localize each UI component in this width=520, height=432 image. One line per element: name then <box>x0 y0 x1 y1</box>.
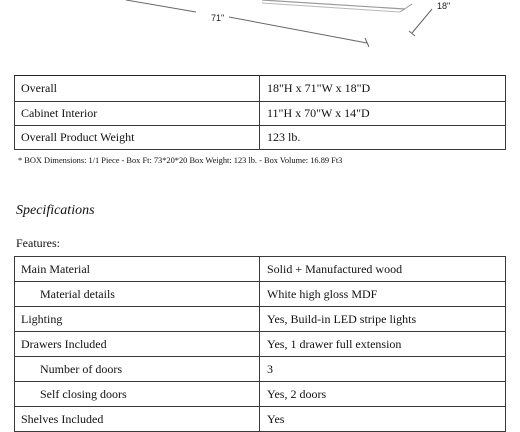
feature-value: Yes, Build-in LED stripe lights <box>260 307 506 332</box>
feature-label: Material details <box>15 282 260 307</box>
width-dimension-label: 71" <box>211 13 225 23</box>
feature-value: Yes, 1 drawer full extension <box>260 332 506 357</box>
dimension-label: Overall <box>15 76 260 102</box>
table-row <box>15 76 506 102</box>
dimension-value: 11"H x 70"W x 14"D <box>260 102 506 126</box>
width-dimension-line <box>126 0 196 12</box>
table-row <box>15 332 506 357</box>
depth-dimension-line <box>412 9 432 33</box>
feature-value: Yes, 2 doors <box>260 382 506 407</box>
feature-value: Solid + Manufactured wood <box>260 257 506 282</box>
table-row <box>15 257 506 282</box>
table-row <box>15 282 506 307</box>
feature-value: Yes <box>260 407 506 432</box>
features-table <box>14 256 506 432</box>
specifications-heading: Specifications <box>16 203 95 218</box>
table-row <box>15 382 506 407</box>
feature-label: Lighting <box>15 307 260 332</box>
dimension-value: 123 lb. <box>260 126 506 150</box>
feature-label: Shelves Included <box>15 407 260 432</box>
table-row <box>15 407 506 432</box>
feature-label: Number of doors <box>15 357 260 382</box>
feature-value: White high gloss MDF <box>260 282 506 307</box>
table-row <box>15 307 506 332</box>
table-row <box>15 357 506 382</box>
dimension-label: Cabinet Interior <box>15 102 260 126</box>
dimension-label: Overall Product Weight <box>15 126 260 150</box>
depth-dimension-label: 18" <box>437 1 451 11</box>
table-row <box>15 126 506 150</box>
table-row <box>15 102 506 126</box>
feature-label: Self closing doors <box>15 382 260 407</box>
feature-value: 3 <box>260 357 506 382</box>
dimensions-table <box>14 75 506 150</box>
dimension-value: 18"H x 71"W x 18"D <box>260 76 506 102</box>
product-dimension-diagram <box>0 0 520 62</box>
box-dimensions-note: * BOX Dimensions: 1/1 Piece - Box Ft: 73*20*20 Box Weight: 123 lb. - Box Volume: 16.89 Ft3 <box>18 156 343 165</box>
feature-label: Main Material <box>15 257 260 282</box>
feature-label: Drawers Included <box>15 332 260 357</box>
features-label: Features: <box>16 236 60 250</box>
